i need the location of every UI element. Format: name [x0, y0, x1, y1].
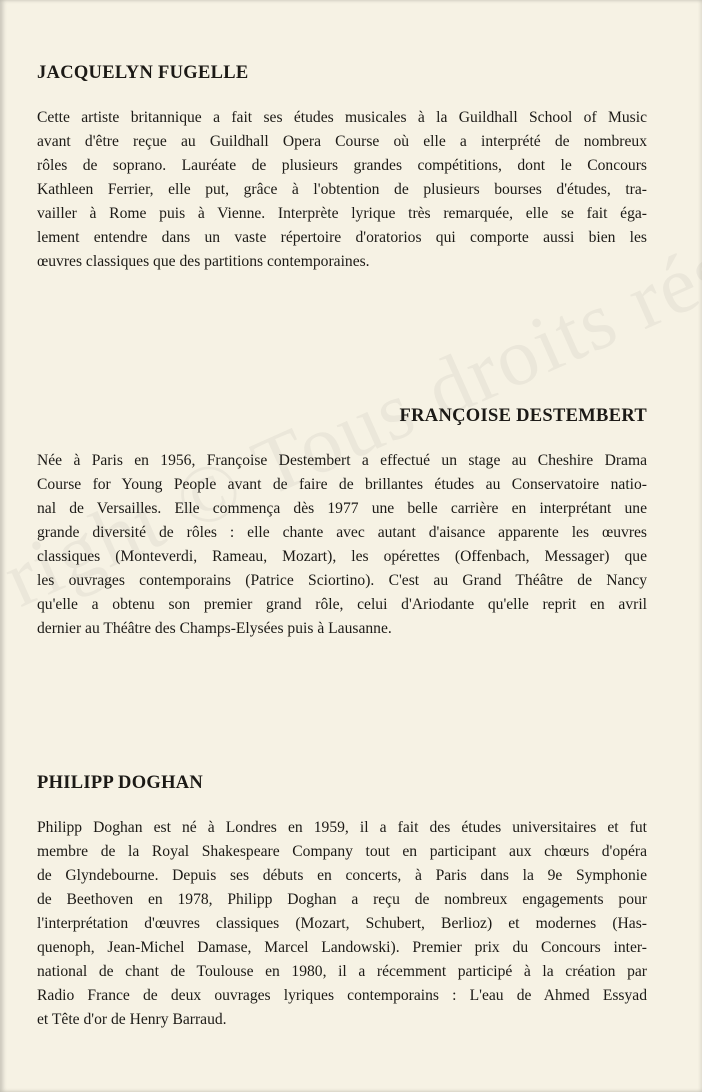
text-line: vailler à Rome puis à Vienne. Interprète lyrique très remarquée, elle se fait éga-: [37, 205, 647, 222]
text-line: les ouvrages contemporains (Patrice Sciortino). C'est au Grand Théâtre de Nancy: [37, 572, 647, 589]
text-line: de Glyndebourne. Depuis ses débuts en concerts, à Paris dans la 9e Symphonie: [37, 867, 647, 884]
text-line: Philipp Doghan est né à Londres en 1959, il a fait des études universitaires et fut: [37, 819, 647, 836]
section-heading: PHILIPP DOGHAN: [37, 773, 204, 793]
bio-francoise-destembert: [37, 405, 647, 641]
text-line: membre de la Royal Shakespeare Company tout en participant aux chœurs d'opéra: [37, 843, 647, 860]
text-line: Née à Paris en 1956, Françoise Destembert a effectué un stage au Cheshire Drama: [37, 452, 647, 469]
text-line: l'interprétation d'œuvres classiques (Mozart, Schubert, Berlioz) et modernes (Has-: [37, 915, 647, 932]
text-line: dernier au Théâtre des Champs-Elysées puis à Lausanne.: [37, 620, 392, 637]
bio-jacquelyn-fugelle: [37, 62, 647, 274]
text-line: lement entendre dans un vaste répertoire d'oratorios qui comporte aussi bien les: [37, 229, 647, 246]
text-line: qu'elle a obtenu son premier grand rôle, celui d'Ariodante qu'elle reprit en avril: [37, 596, 647, 613]
section-heading: JACQUELYN FUGELLE: [37, 63, 249, 83]
text-line: Kathleen Ferrier, elle put, grâce à l'obtention de plusieurs bourses d'études, tra-: [37, 181, 647, 198]
text-line: de Beethoven en 1978, Philipp Doghan a reçu de nombreux engagements pour: [37, 891, 647, 908]
text-line: Radio France de deux ouvrages lyriques contemporains : L'eau de Ahmed Essyad: [37, 987, 647, 1004]
text-line: et Tête d'or de Henry Barraud.: [37, 1011, 227, 1028]
section-body: [37, 449, 647, 641]
text-line: Course for Young People avant de faire de brillantes études au Conservatoire natio-: [37, 476, 647, 493]
section-body: [37, 816, 647, 1032]
text-line: nal de Versailles. Elle commença dès 1977 une belle carrière en interprétant une: [37, 500, 647, 517]
text-line: grande diversité de rôles : elle chante avec autant d'aisance apparente les œuvres: [37, 524, 647, 541]
text-line: rôles de soprano. Lauréate de plusieurs grandes compétitions, dont le Concours: [37, 157, 647, 174]
bio-philipp-doghan: [37, 772, 647, 1032]
section-heading: FRANÇOISE DESTEMBERT: [399, 406, 647, 426]
text-line: œuvres classiques que des partitions contemporaines.: [37, 253, 370, 270]
section-body: [37, 106, 647, 274]
text-line: Cette artiste britannique a fait ses études musicales à la Guildhall School of Music: [37, 109, 647, 126]
text-line: quenoph, Jean-Michel Damase, Marcel Landowski). Premier prix du Concours inter-: [37, 939, 647, 956]
text-line: classiques (Monteverdi, Rameau, Mozart), les opérettes (Offenbach, Messager) que: [37, 548, 647, 565]
text-line: avant d'être reçue au Guildhall Opera Course où elle a interprété de nombreux: [37, 133, 647, 150]
text-line: national de chant de Toulouse en 1980, il a récemment participé à la création par: [37, 963, 647, 980]
